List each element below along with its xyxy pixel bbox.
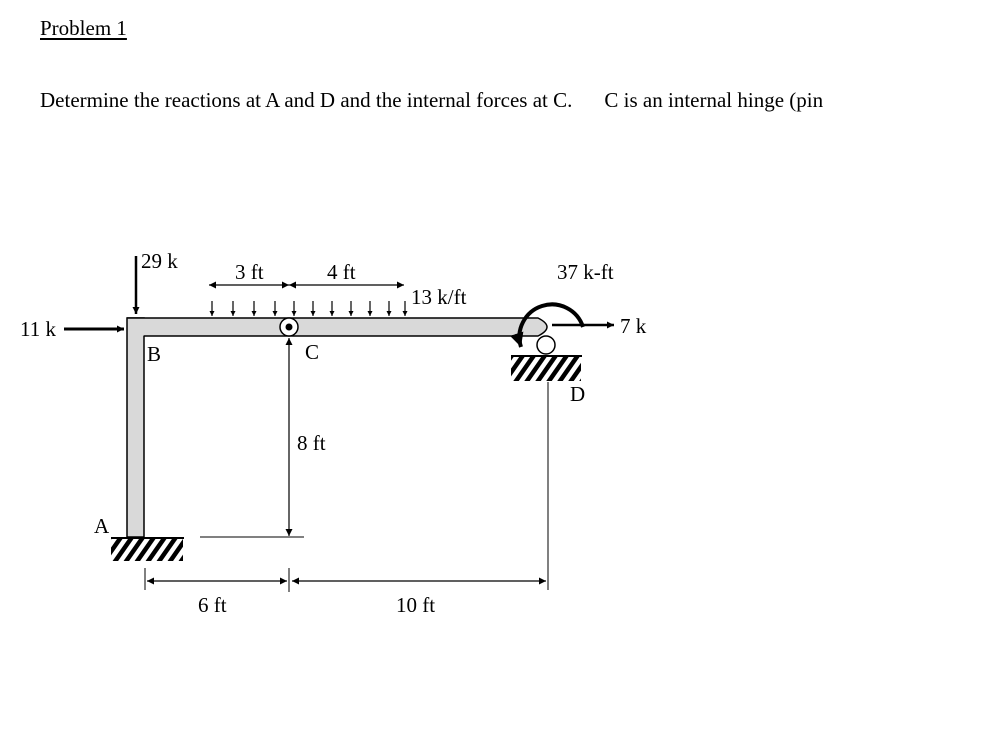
point-load-7k-label: 7 k [620, 314, 647, 338]
dimension-3ft-label: 3 ft [235, 260, 264, 284]
point-b-label: B [147, 342, 162, 366]
distributed-load-label: 13 k/ft [411, 285, 467, 309]
statement-part-1: Determine the reactions at A and D and the internal forces at C. [40, 88, 573, 112]
member-ab [127, 318, 144, 537]
dimension-4ft-label: 4 ft [327, 260, 356, 284]
dimension-8ft [200, 338, 326, 537]
dimension-4ft [289, 260, 404, 285]
point-load-29k-label: 29 k [141, 249, 178, 273]
point-load-11k [20, 317, 124, 341]
dimension-8ft-label: 8 ft [297, 431, 326, 455]
point-d-label: D [570, 382, 586, 406]
point-c-label: C [305, 340, 320, 364]
dimension-6ft-label: 6 ft [198, 593, 227, 617]
dimension-10ft [292, 382, 548, 617]
hinge-c [280, 318, 298, 336]
member-bd [127, 318, 547, 336]
point-load-7k [552, 314, 647, 338]
dimension-10ft-label: 10 ft [396, 593, 436, 617]
point-load-11k-label: 11 k [20, 317, 56, 341]
dimension-6ft [145, 568, 289, 617]
point-load-29k [136, 249, 178, 314]
dimension-3ft [209, 260, 289, 285]
distributed-load [212, 301, 405, 316]
fixed-support-a [111, 538, 184, 561]
problem-heading: Problem 1 [40, 16, 127, 40]
moment-label: 37 k-ft [557, 260, 614, 284]
frame-members [127, 318, 547, 537]
point-a-label: A [94, 514, 110, 538]
statement-part-2: C is an internal hinge (pin [604, 88, 824, 112]
